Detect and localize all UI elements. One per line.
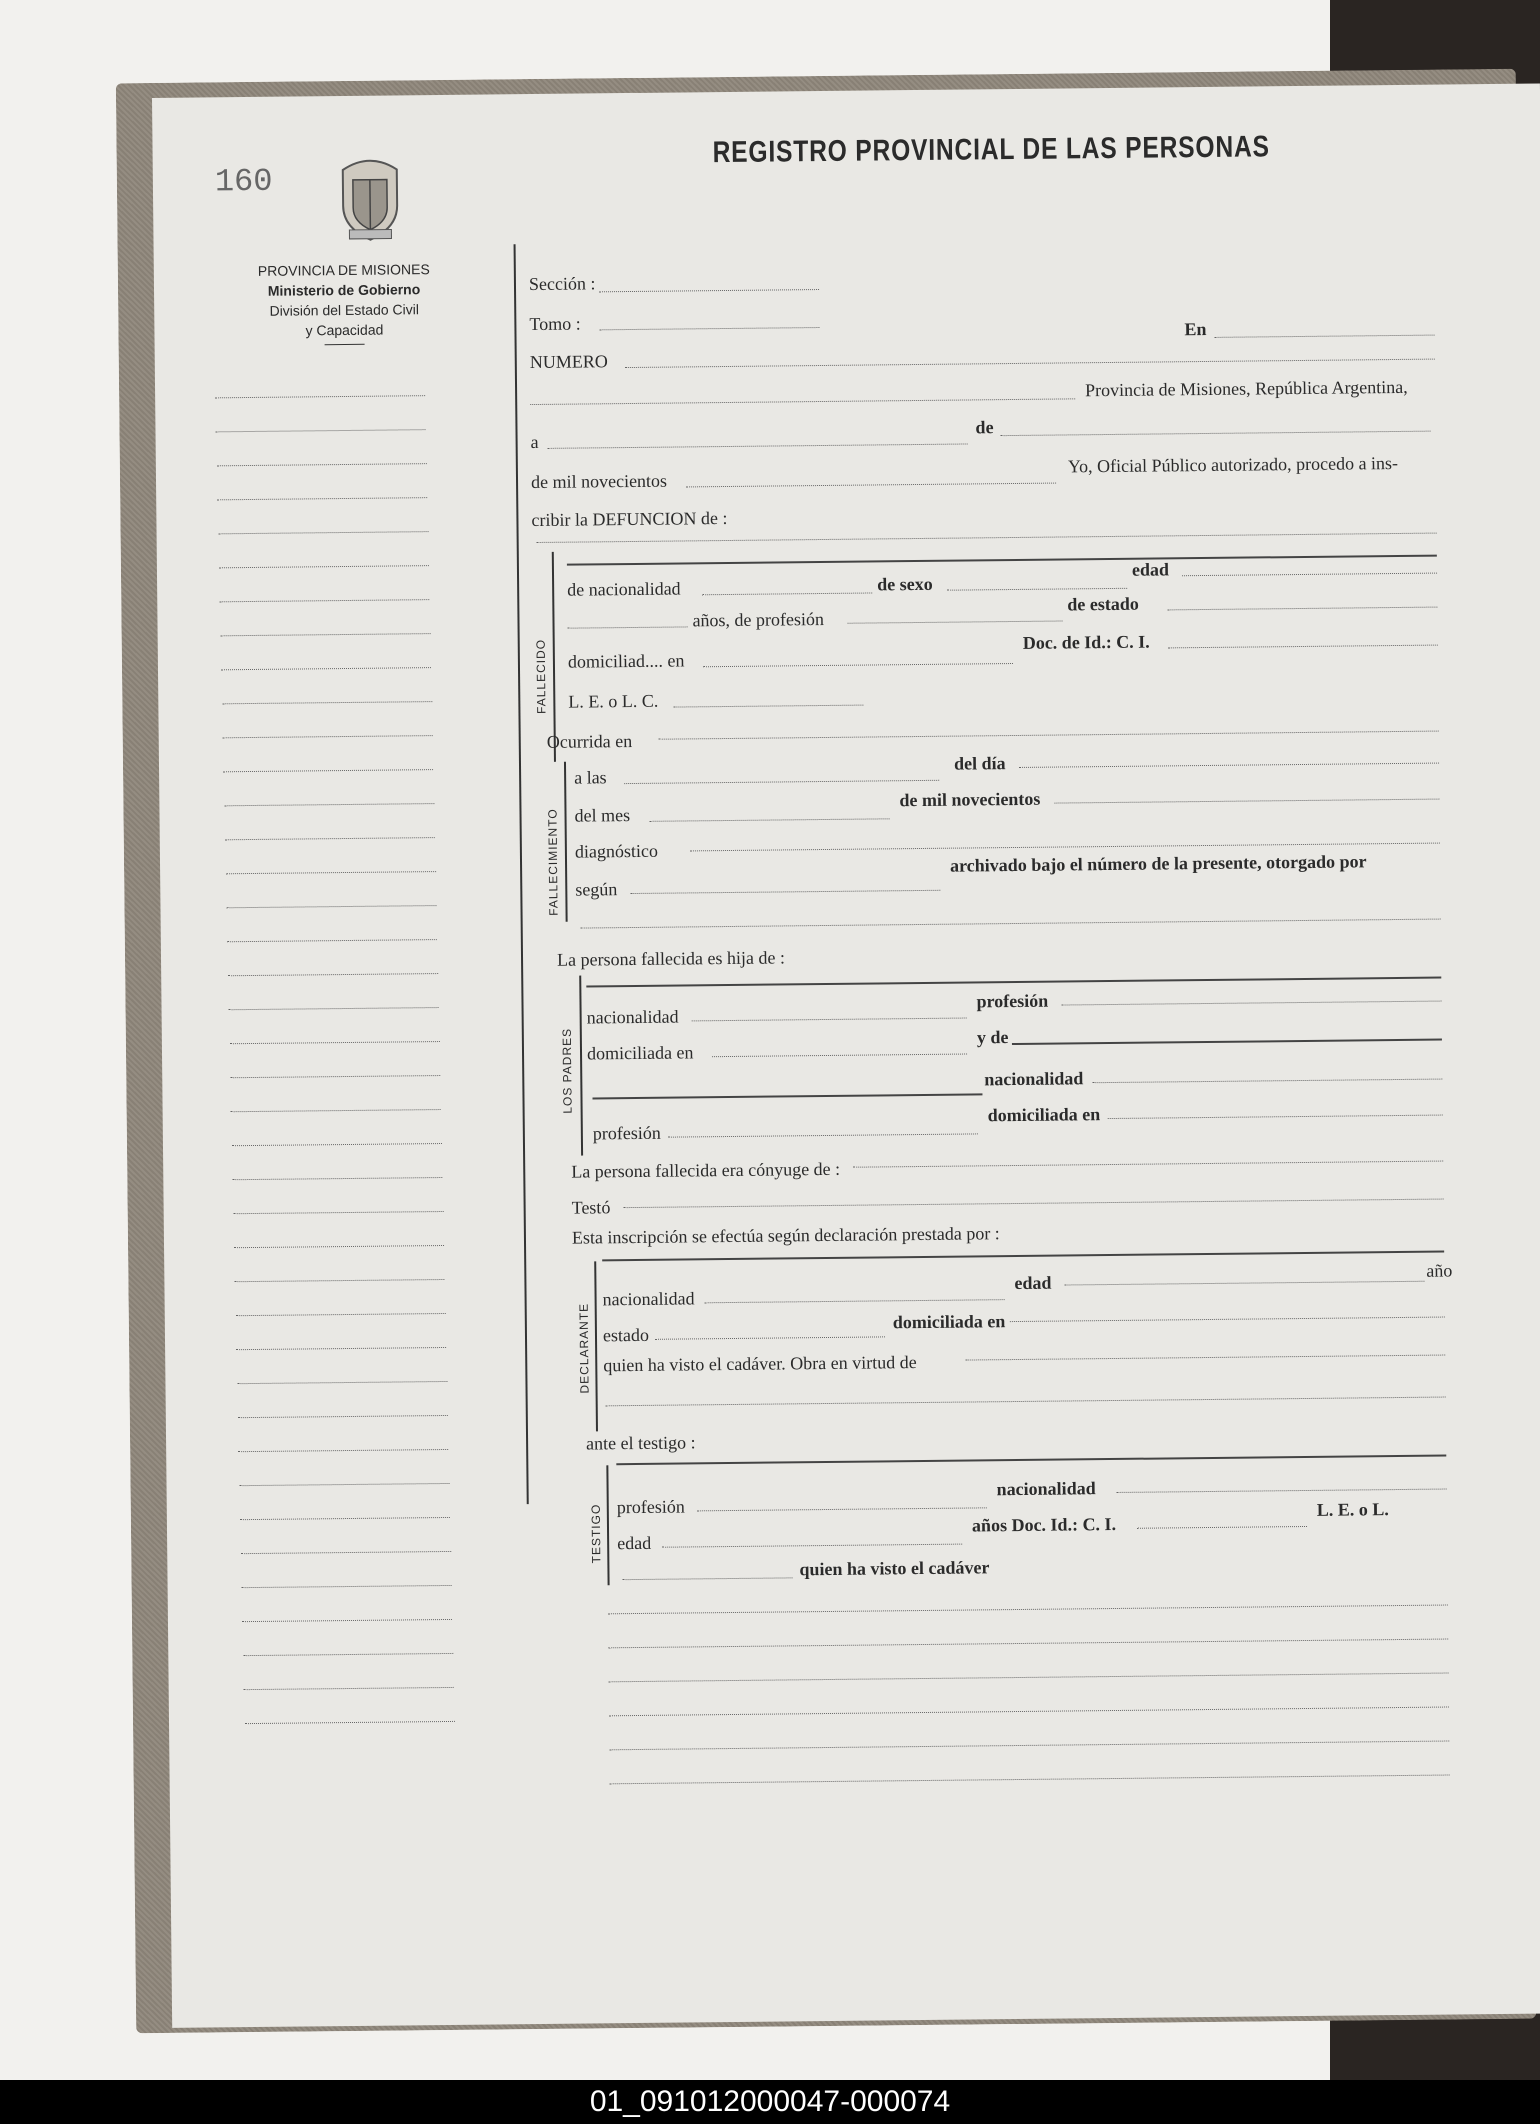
fallecimiento-label: FALLECIMIENTO [545, 808, 561, 916]
margin-line[interactable] [222, 701, 432, 704]
visto-decl-text: quien ha visto el cadáver. Obra en virtud de [603, 1352, 917, 1376]
de-label: de [975, 417, 994, 438]
en-field[interactable] [1215, 335, 1435, 338]
segun-field[interactable] [630, 890, 940, 894]
division-label: División del Estado Civil [269, 301, 420, 319]
sexo-field[interactable] [947, 588, 1127, 591]
diag-label: diagnóstico [574, 840, 659, 862]
margin-line[interactable] [223, 769, 433, 772]
doc-test-field[interactable] [1137, 1526, 1307, 1529]
capacity-label: y Capacidad [305, 321, 384, 339]
margin-line[interactable] [238, 1415, 448, 1418]
nac-test-label: nacionalidad [996, 1478, 1096, 1500]
prof-madre-label: profesión [592, 1122, 661, 1144]
seccion-field[interactable] [599, 289, 819, 292]
anos-decl-label: año [1426, 1260, 1453, 1281]
margin-line[interactable] [226, 871, 436, 874]
de-field[interactable] [1001, 431, 1431, 437]
ante-text: ante el testigo : [586, 1432, 696, 1454]
yde-label: y de [976, 1027, 1009, 1048]
margin-line[interactable] [219, 565, 429, 568]
alas-label: a las [574, 767, 607, 788]
margin-line[interactable] [239, 1449, 449, 1452]
observation-line[interactable] [609, 1741, 1449, 1751]
le-field[interactable] [673, 705, 863, 708]
edad-years-field[interactable] [568, 626, 688, 628]
fallecido-label: FALLECIDO [533, 638, 549, 715]
inscripcion-text: Esta inscripción se efectúa según declaración prestada por : [571, 1223, 1000, 1248]
dom-decl-field[interactable] [1010, 1317, 1445, 1323]
margin-line[interactable] [242, 1619, 452, 1622]
margin-line[interactable] [217, 497, 427, 500]
prof-test-field[interactable] [697, 1507, 987, 1511]
nacionalidad-label: de nacionalidad [567, 578, 681, 600]
observation-line[interactable] [608, 1605, 1448, 1615]
prof-madre-field[interactable] [668, 1133, 978, 1137]
prof-padre-label: profesión [976, 990, 1049, 1012]
dom-padre-field[interactable] [712, 1054, 967, 1058]
margin-line[interactable] [244, 1687, 454, 1690]
margin-line[interactable] [228, 973, 438, 976]
testigo-label: TESTIGO [588, 1503, 604, 1564]
margin-line[interactable] [243, 1653, 453, 1656]
margin-line[interactable] [215, 395, 425, 398]
declarante-bracket [594, 1261, 598, 1431]
virtud-field[interactable] [965, 1355, 1445, 1361]
fallecido-bracket [552, 552, 556, 762]
segun-label: según [575, 879, 618, 900]
archivado-text: archivado bajo el número de la presente, otorgado por [949, 851, 1367, 876]
declarante-name-line[interactable] [602, 1251, 1444, 1262]
dom-madre-label: domiciliada en [987, 1104, 1101, 1126]
margin-line[interactable] [236, 1313, 446, 1316]
deldia-label: del día [953, 753, 1006, 774]
otorgado-field[interactable] [581, 919, 1441, 929]
footer-caption: 01_091012000047-000074 [0, 2080, 1540, 2124]
nac-madre-field[interactable] [1092, 1079, 1442, 1084]
margin-line[interactable] [245, 1721, 455, 1724]
prof-test-label: profesión [616, 1496, 685, 1518]
estado-decl-field[interactable] [655, 1336, 885, 1339]
divider [514, 244, 529, 1504]
sexo-label: de sexo [877, 573, 933, 595]
anio-field[interactable] [1054, 799, 1439, 804]
margin-line[interactable] [220, 633, 430, 636]
margin-line[interactable] [232, 1143, 442, 1146]
province-label: PROVINCIA DE MISIONES [257, 261, 430, 279]
anosdoc-test-label: años Doc. Id.: C. I. [971, 1513, 1117, 1536]
nac-madre-label: nacionalidad [984, 1068, 1084, 1090]
declarante-label: DECLARANTE [576, 1302, 592, 1394]
diag-field[interactable] [690, 843, 1440, 852]
domicilio-field[interactable] [703, 663, 1013, 667]
margin-line[interactable] [240, 1517, 450, 1520]
testo-field[interactable] [624, 1199, 1444, 1209]
delmes-label: del mes [574, 805, 631, 826]
dom-padre-label: domiciliada en [586, 1042, 694, 1064]
conyuge-text: La persona fallecida era cónyuge de : [571, 1158, 841, 1182]
padres-bracket [579, 976, 583, 1156]
page-number: 160 [214, 162, 273, 201]
tomo-field[interactable] [599, 327, 819, 330]
observation-line[interactable] [610, 1775, 1450, 1785]
edad-field[interactable] [1182, 573, 1437, 577]
hija-text: La persona fallecida es hija de : [556, 947, 786, 970]
margin-line[interactable] [230, 1075, 440, 1078]
margin-line[interactable] [237, 1381, 447, 1384]
year-field[interactable] [686, 483, 1056, 488]
coat-of-arms-icon [335, 155, 406, 247]
edad-test-field[interactable] [662, 1544, 962, 1548]
observation-line[interactable] [608, 1639, 1448, 1649]
margin-line[interactable] [217, 463, 427, 466]
margin-line[interactable] [229, 1041, 439, 1044]
le-label: L. E. o L. C. [568, 690, 659, 712]
testigo-bracket [606, 1465, 609, 1585]
ocurrida-field[interactable] [659, 731, 1439, 740]
mes-field[interactable] [650, 818, 890, 822]
decl-extra-field[interactable] [606, 1397, 1446, 1407]
provincia-text: Provincia de Misiones, República Argentina, [1085, 376, 1408, 401]
anos-label: años, de profesión [692, 608, 825, 631]
estado-label: de estado [1067, 593, 1139, 615]
margin-line[interactable] [233, 1177, 443, 1180]
page-title: REGISTRO PROVINCIAL DE LAS PERSONAS [712, 130, 1270, 170]
demil-label: de mil novecientos [530, 470, 668, 493]
dia-field[interactable] [1019, 763, 1439, 768]
estado-field[interactable] [1167, 607, 1437, 611]
edad-label: edad [1131, 559, 1170, 580]
a-field[interactable] [548, 443, 968, 448]
le-test-label: L. E. o L. [1316, 1499, 1389, 1520]
dom-madre-field[interactable] [1108, 1115, 1443, 1120]
observation-line[interactable] [609, 1673, 1449, 1683]
madre-extra-line[interactable] [592, 1093, 982, 1099]
testigo-name-line[interactable] [616, 1455, 1446, 1466]
margin-line[interactable] [229, 1007, 439, 1010]
margin-line[interactable] [227, 939, 437, 942]
yo-text: Yo, Oficial Público autorizado, procedo a ins- [1067, 452, 1399, 477]
nac-decl-field[interactable] [705, 1299, 1005, 1303]
margin-line[interactable] [234, 1245, 444, 1248]
numero-field[interactable] [625, 359, 1435, 368]
seccion-label: Sección : [528, 273, 596, 295]
a-label: a [530, 431, 539, 453]
form-page [152, 83, 1540, 2027]
place-field[interactable] [530, 398, 1075, 405]
dom-decl-label: domiciliada en [892, 1311, 1006, 1333]
nac-padre-field[interactable] [692, 1018, 967, 1022]
doc-label: Doc. de Id.: C. I. [1022, 631, 1150, 653]
profesion-field[interactable] [848, 620, 1063, 623]
margin-line[interactable] [239, 1483, 449, 1486]
tomo-label: Tomo : [529, 313, 581, 335]
edad-test-label: edad [617, 1532, 652, 1554]
fallecimiento-bracket [564, 762, 568, 922]
margin-line[interactable] [216, 429, 426, 432]
observation-line[interactable] [609, 1707, 1449, 1717]
margin-line[interactable] [242, 1585, 452, 1588]
nac-padre-label: nacionalidad [586, 1006, 679, 1028]
edad-decl-label: edad [1014, 1272, 1052, 1294]
margin-line[interactable] [236, 1347, 446, 1350]
madre-name-line[interactable] [1012, 1039, 1442, 1046]
estado-decl-label: estado [602, 1324, 650, 1346]
domiciliado-label: domiciliad.... en [567, 650, 685, 672]
name-field[interactable] [537, 533, 1437, 543]
ministry-label: Ministerio de Gobierno [267, 281, 421, 299]
margin-line[interactable] [235, 1279, 445, 1282]
margin-line[interactable] [221, 667, 431, 670]
en-label: En [1184, 318, 1207, 340]
cribir-text: cribir la DEFUNCION de : [531, 507, 728, 531]
nac-decl-label: nacionalidad [602, 1288, 695, 1310]
prof-padre-field[interactable] [1062, 1001, 1442, 1006]
test-extra-field[interactable] [623, 1577, 793, 1580]
nac-test-field[interactable] [1117, 1489, 1447, 1493]
padre-name-line[interactable] [586, 977, 1441, 988]
demil2-label: de mil novecientos [899, 788, 1041, 811]
testo-label: Testó [571, 1197, 611, 1218]
doc-field[interactable] [1168, 645, 1438, 649]
margin-line[interactable] [225, 837, 435, 840]
margin-line[interactable] [224, 803, 434, 806]
fallecido-name-line[interactable] [567, 555, 1437, 566]
margin-line[interactable] [233, 1211, 443, 1214]
margin-line[interactable] [241, 1551, 451, 1554]
conyuge-field[interactable] [853, 1161, 1443, 1168]
margin-line[interactable] [223, 735, 433, 738]
margin-line[interactable] [226, 905, 436, 908]
numero-label: NUMERO [529, 351, 608, 373]
margin-line[interactable] [220, 599, 430, 602]
hora-field[interactable] [624, 780, 939, 784]
edad-decl-field[interactable] [1064, 1281, 1424, 1286]
visto-test-text: quien ha visto el cadáver [799, 1557, 990, 1580]
margin-line[interactable] [218, 531, 428, 534]
nacionalidad-field[interactable] [702, 592, 872, 595]
padres-label: LOS PADRES [559, 1027, 575, 1114]
ocurrida-label: Ocurrida en [546, 731, 633, 752]
issuer-header [244, 259, 445, 346]
margin-line[interactable] [231, 1109, 441, 1112]
